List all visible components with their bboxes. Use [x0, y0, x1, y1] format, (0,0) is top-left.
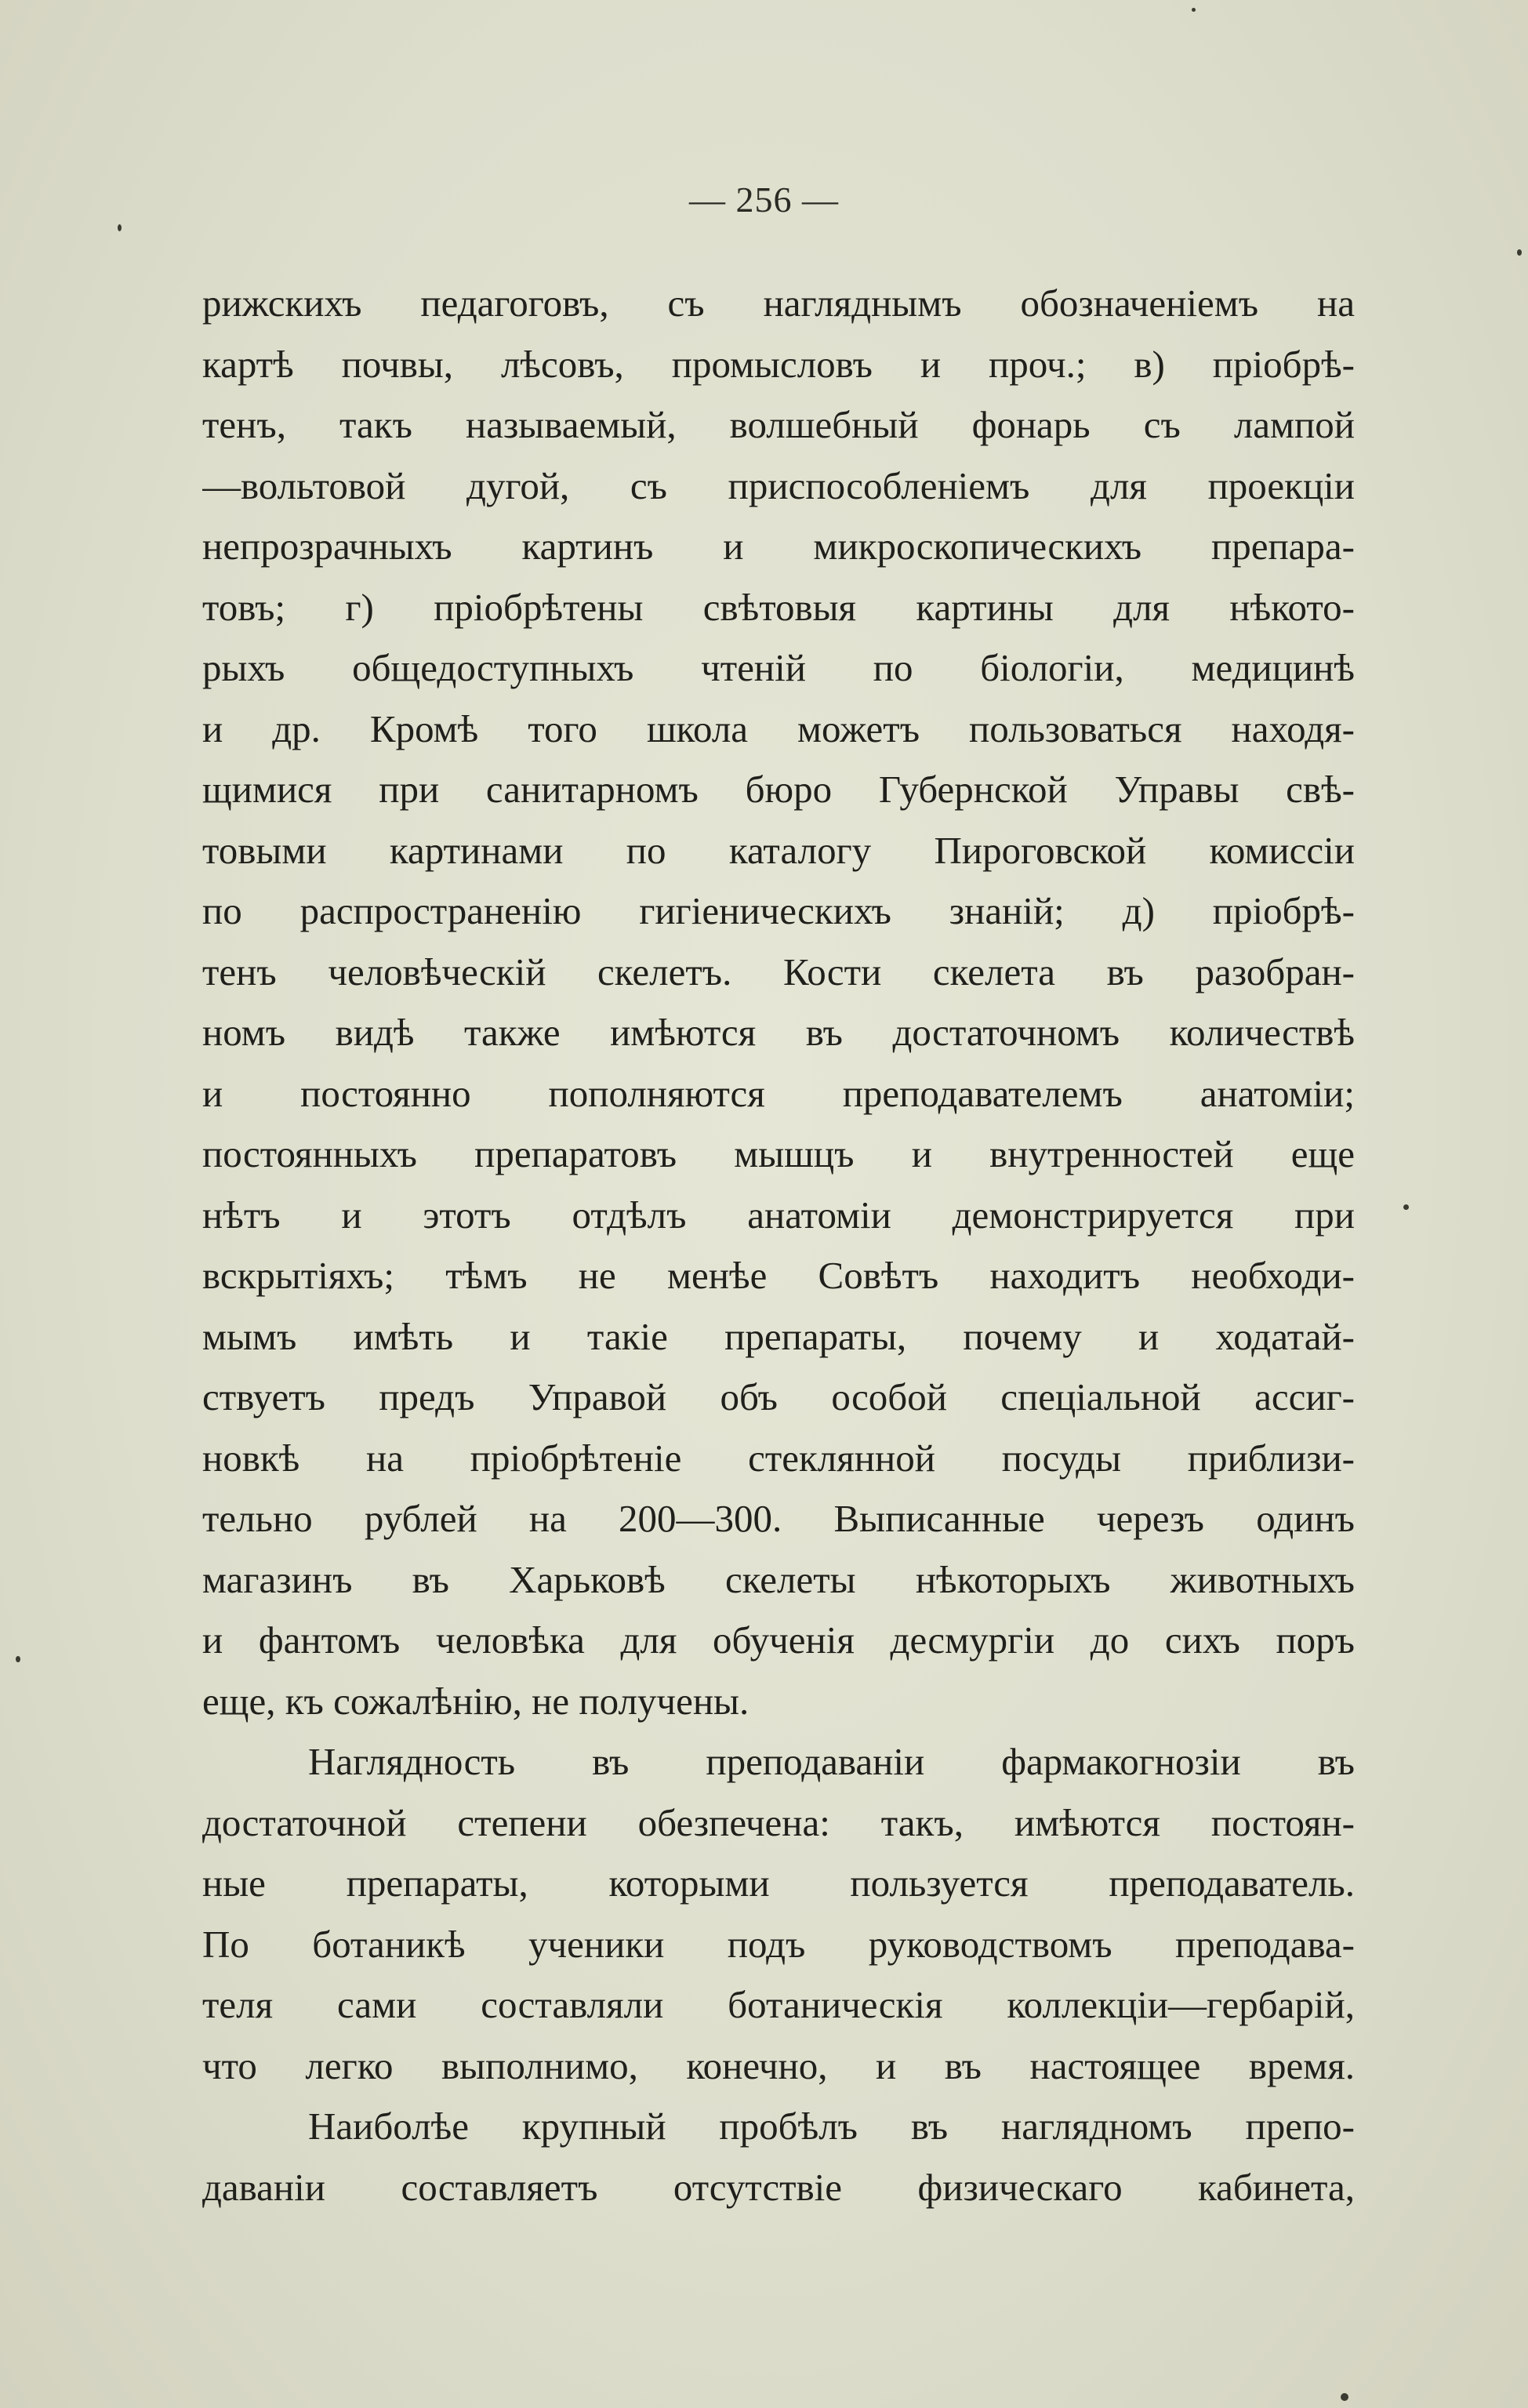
text-line: и фантомъ человѣка для обученія десмургіи до сихъ поръ — [202, 1618, 1355, 1662]
print-speck — [1517, 249, 1522, 256]
text-line: По ботаникѣ ученики подъ руководствомъ преподава- — [202, 1922, 1355, 1966]
text-line: по распространенію гигіеническихъ знаній; д) пріобрѣ- — [202, 889, 1355, 932]
text-line: рижскихъ педагоговъ, съ нагляднымъ обозначеніемъ на — [202, 281, 1355, 325]
text-line: теля сами составляли ботаническія коллекціи—гербарій, — [202, 1983, 1355, 2026]
text-line: и постоянно пополняются преподавателемъ анатоміи; — [202, 1071, 1355, 1115]
text-line: даваніи составляетъ отсутствіе физическаго кабинета, — [202, 2165, 1355, 2209]
print-speck — [1403, 1204, 1409, 1210]
text-line: номъ видѣ также имѣются въ достаточномъ количествѣ — [202, 1011, 1355, 1054]
text-line: товъ; г) пріобрѣтены свѣтовыя картины для нѣкото- — [202, 585, 1355, 629]
text-line: что легко выполнимо, конечно, и въ настоящее время. — [202, 2043, 1355, 2087]
text-line: вскрытіяхъ; тѣмъ не менѣе Совѣтъ находитъ необходи- — [202, 1254, 1355, 1297]
text-line: достаточной степени обезпечена: такъ, имѣются постоян- — [202, 1800, 1355, 1844]
text-line: тенъ человѣческій скелетъ. Кости скелета въ разобран- — [202, 950, 1355, 993]
text-line: товыми картинами по каталогу Пироговской комиссіи — [202, 828, 1355, 872]
print-speck — [1341, 2393, 1348, 2401]
text-line: ные препараты, которыми пользуется преподаватель. — [202, 1861, 1355, 1905]
text-line: ствуетъ предъ Управой объ особой спеціальной ассиг- — [202, 1375, 1355, 1418]
text-line: непрозрачныхъ картинъ и микроскопическихъ препара- — [202, 525, 1355, 568]
text-line: и др. Кромѣ того школа можетъ пользоваться находя- — [202, 706, 1355, 750]
text-line: еще, къ сожалѣнію, не получены. — [202, 1679, 749, 1723]
text-line: картѣ почвы, лѣсовъ, промысловъ и проч.; в) пріобрѣ- — [202, 342, 1355, 386]
print-speck — [16, 1656, 20, 1662]
text-line: Наиболѣе крупный пробѣлъ въ наглядномъ препо- — [308, 2105, 1355, 2148]
print-speck — [1192, 8, 1196, 12]
print-speck — [118, 224, 122, 231]
text-line: магазинъ въ Харьковѣ скелеты нѣкоторыхъ животныхъ — [202, 1557, 1355, 1601]
text-line: мымъ имѣть и такіе препараты, почему и ходатай- — [202, 1314, 1355, 1358]
text-line: новкѣ на пріобрѣтеніе стеклянной посуды приблизи- — [202, 1436, 1355, 1480]
text-line: Наглядность въ преподаваніи фармакогнозіи въ — [308, 1740, 1355, 1783]
text-line: тельно рублей на 200—300. Выписанные черезъ одинъ — [202, 1497, 1355, 1540]
text-line: —вольтовой дугой, съ приспособленіемъ для проекціи — [202, 463, 1355, 507]
text-line: тенъ, такъ называемый, волшебный фонарь съ лампой — [202, 403, 1355, 446]
text-line: постоянныхъ препаратовъ мышцъ и внутренностей еще — [202, 1132, 1355, 1175]
text-line: рыхъ общедоступныхъ чтеній по біологіи, медицинѣ — [202, 646, 1355, 689]
text-line: нѣтъ и этотъ отдѣлъ анатоміи демонстрируется при — [202, 1193, 1355, 1237]
body-text — [202, 273, 1355, 2217]
text-line: щимися при санитарномъ бюро Губернской Управы свѣ- — [202, 768, 1355, 811]
page-number: — 256 — — [689, 180, 839, 220]
